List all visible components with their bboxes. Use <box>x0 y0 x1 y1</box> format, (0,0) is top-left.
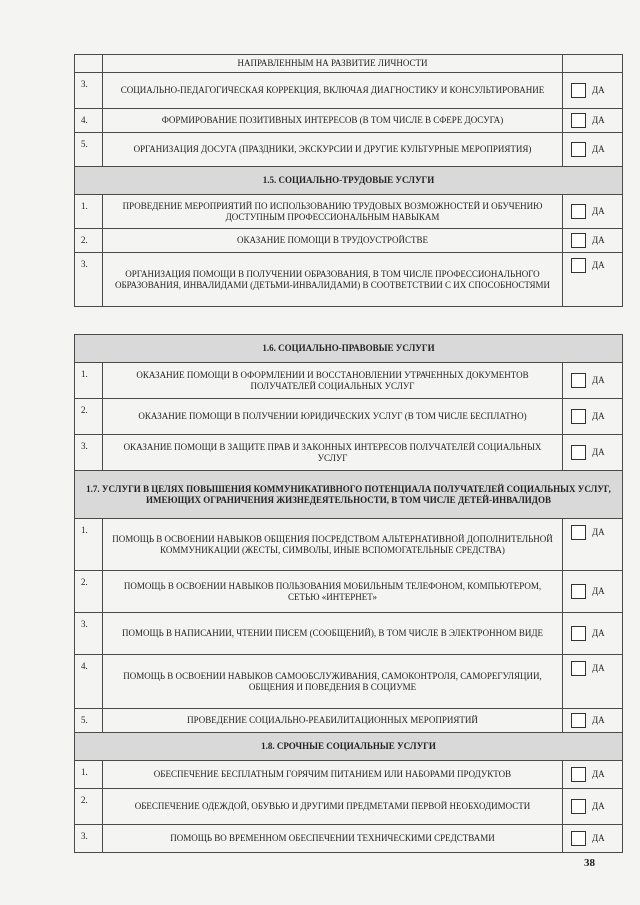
table-row <box>75 571 623 613</box>
yes-checkbox[interactable] <box>571 584 586 599</box>
row-number: 3. <box>75 825 103 853</box>
row-number: 3. <box>75 613 103 655</box>
row-text: ПОМОЩЬ В ОСВОЕНИИ НАВЫКОВ САМООБСЛУЖИВАНИЯ, САМОКОНТРОЛЯ, САМОРЕГУЛЯЦИИ, ОБЩЕНИЯ И ПОВЕДЕНИЯ В СОЦИУМЕ <box>103 655 563 709</box>
section-title: 1.6. СОЦИАЛЬНО-ПРАВОВЫЕ УСЛУГИ <box>75 335 623 363</box>
table-row <box>75 613 623 655</box>
row-text: ПОМОЩЬ В НАПИСАНИИ, ЧТЕНИИ ПИСЕМ (СООБЩЕНИЙ), В ТОМ ЧИСЛЕ В ЭЛЕКТРОННОМ ВИДЕ <box>103 613 563 655</box>
yes-checkbox[interactable] <box>571 233 586 248</box>
yes-checkbox[interactable] <box>571 204 586 219</box>
row-number: 4. <box>75 655 103 709</box>
table-row <box>75 655 623 709</box>
row-number: 1. <box>75 363 103 399</box>
yes-label: ДА <box>592 447 605 458</box>
table-row <box>75 399 623 435</box>
yes-checkbox[interactable] <box>571 661 586 676</box>
row-text: ПОМОЩЬ ВО ВРЕМЕННОМ ОБЕСПЕЧЕНИИ ТЕХНИЧЕСКИМИ СРЕДСТВАМИ <box>103 825 563 853</box>
row-number: 1. <box>75 761 103 789</box>
row-number: 1. <box>75 195 103 229</box>
services-table-bottom <box>74 334 623 853</box>
row-number: 5. <box>75 133 103 167</box>
yes-checkbox[interactable] <box>571 767 586 782</box>
table-row <box>75 789 623 825</box>
yes-checkbox[interactable] <box>571 713 586 728</box>
table-row <box>75 55 623 73</box>
yes-checkbox[interactable] <box>571 373 586 388</box>
row-text: НАПРАВЛЕННЫМ НА РАЗВИТИЕ ЛИЧНОСТИ <box>103 55 563 73</box>
yes-label: ДА <box>592 235 605 246</box>
yes-label: ДА <box>592 628 605 639</box>
section-title: 1.7. УСЛУГИ В ЦЕЛЯХ ПОВЫШЕНИЯ КОММУНИКАТИВНОГО ПОТЕНЦИАЛА ПОЛУЧАТЕЛЕЙ СОЦИАЛЬНЫХ УСЛУГ, ИМЕЮЩИХ ОГРАНИЧЕНИЯ ЖИЗНЕДЕЯТЕЛЬНОСТИ, В ТОМ ЧИСЛЕ ДЕТЕЙ-ИНВАЛИДОВ <box>75 471 623 519</box>
section-title: 1.8. СРОЧНЫЕ СОЦИАЛЬНЫЕ УСЛУГИ <box>75 733 623 761</box>
row-text: ПОМОЩЬ В ОСВОЕНИИ НАВЫКОВ ОБЩЕНИЯ ПОСРЕДСТВОМ АЛЬТЕРНАТИВНОЙ ДОПОЛНИТЕЛЬНОЙ КОММУНИКАЦИИ (ЖЕСТЫ, СИМВОЛЫ, ИНЫЕ ВСПОМОГАТЕЛЬНЫЕ СРЕДСТВА) <box>103 519 563 571</box>
row-text: ПОМОЩЬ В ОСВОЕНИИ НАВЫКОВ ПОЛЬЗОВАНИЯ МОБИЛЬНЫМ ТЕЛЕФОНОМ, КОМПЬЮТЕРОМ, СЕТЬЮ «ИНТЕРНЕТ» <box>103 571 563 613</box>
row-number: 2. <box>75 789 103 825</box>
table-row <box>75 709 623 733</box>
table-row <box>75 229 623 253</box>
table-row <box>75 133 623 167</box>
yes-label: ДА <box>592 833 605 844</box>
table-row <box>75 73 623 109</box>
section-header <box>75 733 623 761</box>
row-number: 2. <box>75 571 103 613</box>
table-row <box>75 253 623 307</box>
yes-checkbox[interactable] <box>571 525 586 540</box>
row-text: ФОРМИРОВАНИЕ ПОЗИТИВНЫХ ИНТЕРЕСОВ (В ТОМ ЧИСЛЕ В СФЕРЕ ДОСУГА) <box>103 109 563 133</box>
row-text: ОКАЗАНИЕ ПОМОЩИ В ТРУДОУСТРОЙСТВЕ <box>103 229 563 253</box>
row-text: ОКАЗАНИЕ ПОМОЩИ В ПОЛУЧЕНИИ ЮРИДИЧЕСКИХ УСЛУГ (В ТОМ ЧИСЛЕ БЕСПЛАТНО) <box>103 399 563 435</box>
yes-label: ДА <box>592 801 605 812</box>
table-row <box>75 519 623 571</box>
yes-checkbox[interactable] <box>571 799 586 814</box>
yes-checkbox[interactable] <box>571 113 586 128</box>
yes-label: ДА <box>592 260 605 271</box>
services-table-top <box>74 54 623 307</box>
table-row <box>75 435 623 471</box>
page-number: 38 <box>584 857 595 869</box>
table-row <box>75 195 623 229</box>
yes-label: ДА <box>592 769 605 780</box>
row-text: ОРГАНИЗАЦИЯ ДОСУГА (ПРАЗДНИКИ, ЭКСКУРСИИ И ДРУГИЕ КУЛЬТУРНЫЕ МЕРОПРИЯТИЯ) <box>103 133 563 167</box>
row-number: 2. <box>75 399 103 435</box>
row-text: ОКАЗАНИЕ ПОМОЩИ В ЗАЩИТЕ ПРАВ И ЗАКОННЫХ ИНТЕРЕСОВ ПОЛУЧАТЕЛЕЙ СОЦИАЛЬНЫХ УСЛУГ <box>103 435 563 471</box>
table-row <box>75 363 623 399</box>
yes-label: ДА <box>592 663 605 674</box>
section-title: 1.5. СОЦИАЛЬНО-ТРУДОВЫЕ УСЛУГИ <box>75 167 623 195</box>
yes-checkbox[interactable] <box>571 626 586 641</box>
row-number: 4. <box>75 109 103 133</box>
yes-checkbox[interactable] <box>571 83 586 98</box>
table-row <box>75 761 623 789</box>
row-text: ОБЕСПЕЧЕНИЕ БЕСПЛАТНЫМ ГОРЯЧИМ ПИТАНИЕМ ИЛИ НАБОРАМИ ПРОДУКТОВ <box>103 761 563 789</box>
section-header <box>75 335 623 363</box>
yes-checkbox[interactable] <box>571 409 586 424</box>
yes-label: ДА <box>592 715 605 726</box>
row-number: 5. <box>75 709 103 733</box>
yes-label: ДА <box>592 115 605 126</box>
section-header <box>75 167 623 195</box>
row-number: 3. <box>75 73 103 109</box>
row-text: ПРОВЕДЕНИЕ МЕРОПРИЯТИЙ ПО ИСПОЛЬЗОВАНИЮ ТРУДОВЫХ ВОЗМОЖНОСТЕЙ И ОБУЧЕНИЮ ДОСТУПНЫМ ПРОФЕССИОНАЛЬНЫМ НАВЫКАМ <box>103 195 563 229</box>
yes-checkbox[interactable] <box>571 445 586 460</box>
row-text: ОБЕСПЕЧЕНИЕ ОДЕЖДОЙ, ОБУВЬЮ И ДРУГИМИ ПРЕДМЕТАМИ ПЕРВОЙ НЕОБХОДИМОСТИ <box>103 789 563 825</box>
row-text: ПРОВЕДЕНИЕ СОЦИАЛЬНО-РЕАБИЛИТАЦИОННЫХ МЕРОПРИЯТИЙ <box>103 709 563 733</box>
yes-label: ДА <box>592 527 605 538</box>
table-row <box>75 109 623 133</box>
yes-label: ДА <box>592 85 605 96</box>
yes-checkbox[interactable] <box>571 258 586 273</box>
yes-label: ДА <box>592 411 605 422</box>
yes-checkbox[interactable] <box>571 142 586 157</box>
row-text: ОРГАНИЗАЦИЯ ПОМОЩИ В ПОЛУЧЕНИИ ОБРАЗОВАНИЯ, В ТОМ ЧИСЛЕ ПРОФЕССИОНАЛЬНОГО ОБРАЗОВАНИЯ, ИНВАЛИДАМИ (ДЕТЬМИ-ИНВАЛИДАМИ) В СООТВЕТСТВИИ С ИХ СПОСОБНОСТЯМИ <box>103 253 563 307</box>
yes-label: ДА <box>592 375 605 386</box>
row-text: ОКАЗАНИЕ ПОМОЩИ В ОФОРМЛЕНИИ И ВОССТАНОВЛЕНИИ УТРАЧЕННЫХ ДОКУМЕНТОВ ПОЛУЧАТЕЛЕЙ СОЦИАЛЬНЫХ УСЛУГ <box>103 363 563 399</box>
yes-label: ДА <box>592 586 605 597</box>
row-number: 3. <box>75 253 103 307</box>
yes-label: ДА <box>592 144 605 155</box>
row-number: 2. <box>75 229 103 253</box>
yes-checkbox[interactable] <box>571 831 586 846</box>
row-number: 3. <box>75 435 103 471</box>
row-number: 1. <box>75 519 103 571</box>
table-row <box>75 825 623 853</box>
section-header <box>75 471 623 519</box>
yes-label: ДА <box>592 206 605 217</box>
row-text: СОЦИАЛЬНО-ПЕДАГОГИЧЕСКАЯ КОРРЕКЦИЯ, ВКЛЮЧАЯ ДИАГНОСТИКУ И КОНСУЛЬТИРОВАНИЕ <box>103 73 563 109</box>
